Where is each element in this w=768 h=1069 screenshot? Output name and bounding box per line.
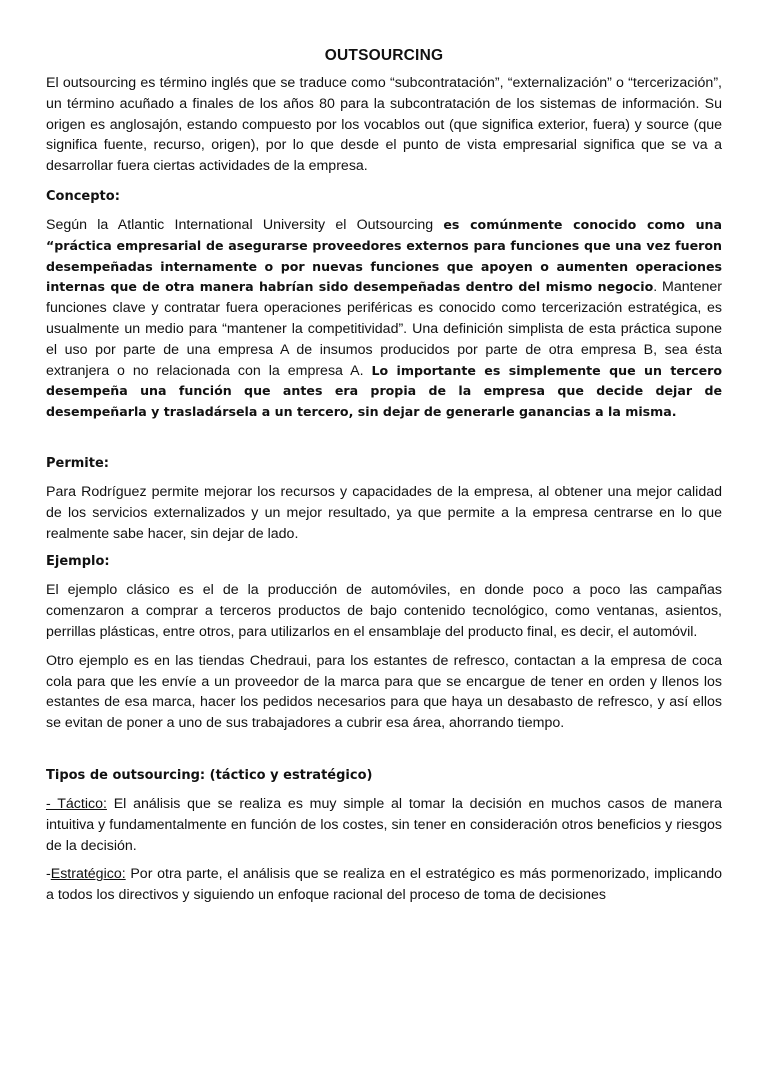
estrategico-dash: - (46, 866, 51, 883)
ejemplo-heading: Ejemplo: (46, 554, 110, 570)
tactico-paragraph (46, 794, 722, 856)
tactico-text: El análisis que se realiza es muy simple al tomar la decisión en muchos casos de manera intuitiva y fundamentalmente en función de los costes, sin tener en consideración otros beneficios y riesgos de la decisión. (46, 795, 722, 854)
permite-paragraph: Para Rodríguez permite mejorar los recursos y capacidades de la empresa, al obtener una mejor calidad de los servicios externalizados y un mejor resultado, ya que permite a la empresa centrarse en lo que realmente sabe hacer, sin dejar de lado. (46, 483, 722, 542)
concepto-text-1: Según la Atlantic International University el Outsourcing (46, 216, 444, 233)
tactico-label: - Táctico: (46, 795, 107, 812)
document-page (0, 45, 768, 1069)
permite-heading: Permite: (46, 455, 109, 471)
intro-paragraph: El outsourcing es término inglés que se traduce como “subcontratación”, “externalización” o “tercerización”, un término acuñado a finales de los años 80 para la subcontratación de los sistemas de información. Su origen es anglosajón, estando compuesto por los vocablos out (que significa exterior, fuera) y source (que significa fuente, recurso, origen), por lo que desde el punto de vista empresarial significa que se va a desarrollar fuera ciertas actividades de la empresa. (46, 75, 722, 175)
ejemplo-paragraph-2: Otro ejemplo es en las tiendas Chedraui, para los estantes de refresco, contactan a la empresa de coca cola para que les envíe a un proveedor de la marca para que se encargue de tener en orden y llenos los estantes de esa marca, hacer los pedidos necesarios para que haya un desabasto de refresco, y así ellos se evitan de poner a uno de sus trabajadores a cubrir esa área, ahorrando tiempo. (46, 652, 722, 732)
estrategico-paragraph (46, 864, 722, 906)
document-title: OUTSOURCING (324, 47, 444, 64)
estrategico-label: Estratégico: (50, 866, 126, 883)
concepto-paragraph (46, 215, 722, 423)
concepto-text-2: . Mantener funciones clave y contratar fuera operaciones periféricas es conocido como tercerización estratégica, es usualmente un medio para “mantener la competitividad”. Una definición simplista de esta práctica supone el uso por parte de una empresa A de insumos producidos por parte de otra empresa B, sea ésta extranjera o no relacionada con la empresa A. (46, 279, 722, 379)
concepto-bold-2: Lo importante es simplemente que un tercero desempeña una función que antes era propia de la empresa que decide dejar de desempeñarla y trasladársela a un tercero, sin dejar de generarle ganancias a la misma. (46, 362, 723, 420)
concepto-heading: Concepto: (46, 188, 120, 204)
estrategico-text: Por otra parte, el análisis que se realiza en el estratégico es más pormenorizado, implicando a todos los directivos y siguiendo un enfoque racional del proceso de toma de decisiones (46, 866, 722, 904)
ejemplo-paragraph-1: El ejemplo clásico es el de la producción de automóviles, en donde poco a poco las campañas comenzaron a comprar a terceros productos de bajo contenido tecnológico, como ventanas, asientos, perrillas plásticas, entre otros, para utilizarlos en el ensamblaje del producto final, es decir, el automóvil. (46, 582, 722, 640)
concepto-bold-1: es comúnmente conocido como una “práctica empresarial de asegurarse proveedores externos para funciones que una vez fueron desempeñadas internamente o por nuevas funciones que apoyen o aumenten operaciones internas que de otra manera habrían sido desempeñadas dentro del mismo negocio (46, 216, 722, 295)
tipos-heading: Tipos de outsourcing: (táctico y estratégico) (46, 767, 373, 783)
